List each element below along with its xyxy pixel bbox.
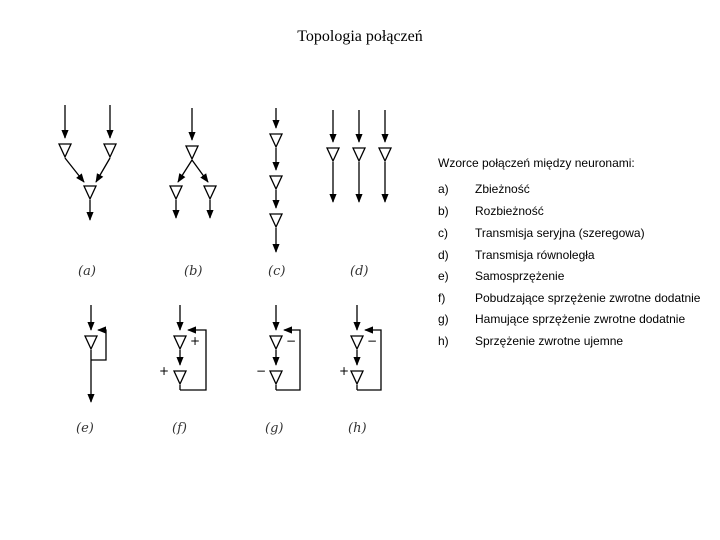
sign-h-top: −: [367, 334, 378, 348]
legend-key: g): [438, 312, 449, 326]
legend-text: Pobudzające sprzężenie zwrotne dodatnie: [475, 291, 701, 305]
diagram-a-convergence: [59, 105, 116, 220]
panel-label-e: (e): [76, 421, 94, 436]
legend-text: Transmisja seryjna (szeregowa): [475, 226, 645, 240]
page-title: Topologia połączeń: [297, 28, 423, 45]
legend-key: b): [438, 204, 449, 218]
legend-text: Zbieżność: [475, 182, 530, 196]
legend-key: d): [438, 248, 449, 262]
diagram-b-divergence: [170, 108, 216, 218]
legend-text: Samosprzężenie: [475, 269, 565, 283]
diagram-c-serial: [270, 108, 282, 252]
sign-g-top: −: [286, 334, 297, 348]
legend-text: Sprzężenie zwrotne ujemne: [475, 334, 624, 348]
legend-key: c): [438, 226, 448, 240]
panel-label-a: (a): [78, 264, 96, 279]
legend-key: h): [438, 334, 449, 348]
legend-key: a): [438, 182, 449, 196]
panel-label-c: (c): [268, 264, 286, 279]
legend-heading: Wzorce połączeń między neuronami:: [438, 156, 635, 170]
sign-f-left: +: [159, 364, 170, 378]
legend-text: Rozbieżność: [475, 204, 544, 218]
legend-text: Hamujące sprzężenie zwrotne dodatnie: [475, 312, 686, 326]
diagram-d-parallel: [327, 110, 391, 202]
diagram-e-self-feedback: [85, 305, 106, 402]
sign-g-left: −: [256, 364, 267, 378]
sign-h-left: +: [339, 364, 350, 378]
panel-label-h: (h): [348, 421, 367, 436]
legend-text: Transmisja równoległa: [475, 248, 595, 262]
panel-label-g: (g): [265, 421, 284, 436]
panel-label-f: (f): [172, 421, 187, 436]
legend-key: f): [438, 291, 446, 305]
legend-key: e): [438, 269, 449, 283]
panel-label-d: (d): [350, 264, 369, 279]
panel-label-b: (b): [184, 264, 203, 279]
sign-f-top: +: [190, 334, 201, 348]
